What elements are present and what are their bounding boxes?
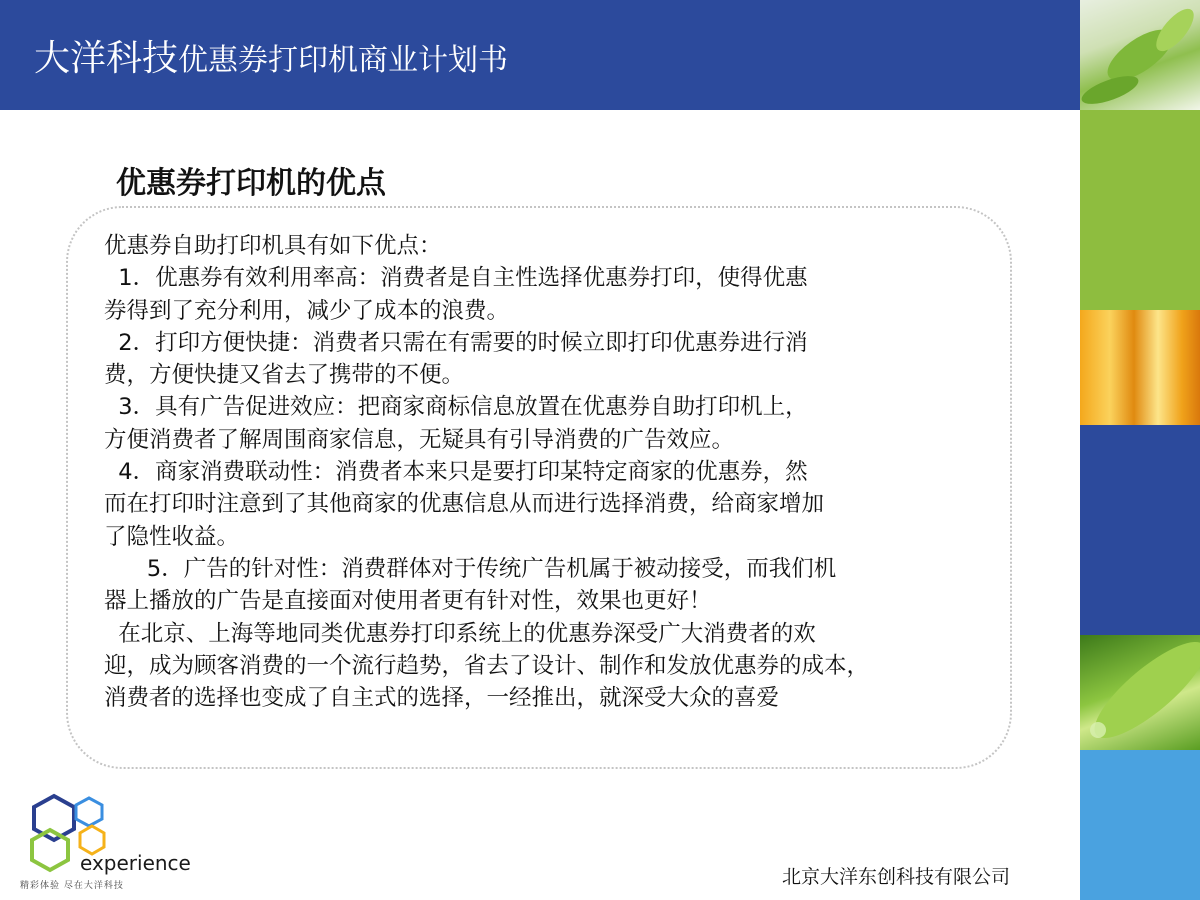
body-line: 1．优惠券有效利用率高：消费者是自主性选择优惠券打印，使得优惠: [104, 265, 808, 292]
brand-name: 大洋科技: [34, 38, 179, 79]
logo-tagline: 精彩体验 尽在大洋科技: [20, 881, 124, 891]
document-title: 优惠券打印机商业计划书: [178, 43, 509, 78]
body-line: 而在打印时注意到了其他商家的优惠信息从而进行选择消费，给商家增加: [104, 491, 825, 518]
header-bar: [0, 0, 1080, 110]
company-name: 北京大洋东创科技有限公司: [782, 866, 1011, 888]
experience-logo-icon: [14, 790, 194, 890]
leaf-icon: [1080, 0, 1200, 110]
page-title: [34, 30, 508, 81]
body-line: 了隐性收益。: [104, 523, 240, 550]
body-line: 消费者的选择也变成了自主式的选择，一经推出，就深受大众的喜爱: [104, 685, 780, 712]
body-line: 3．具有广告促进效应：把商家商标信息放置在优惠券自助打印机上，: [104, 394, 808, 421]
dewdrop-leaf-photo: [1080, 635, 1200, 750]
body-line: 优惠券自助打印机具有如下优点：: [104, 233, 442, 259]
flower-photo: [1080, 310, 1200, 425]
leaf-photo-top: [1080, 0, 1200, 110]
body-line: 迎，成为顾客消费的一个流行趋势，省去了设计、制作和发放优惠券的成本，: [104, 652, 870, 679]
leaf-drop-icon: [1080, 635, 1200, 750]
side-light-blue-block: [1080, 750, 1200, 900]
body-line: 4．商家消费联动性：消费者本来只是要打印某特定商家的优惠券，然: [104, 459, 808, 486]
body-line: 2．打印方便快捷：消费者只需在有需要的时候立即打印优惠券进行消: [104, 329, 808, 356]
body-text: [104, 230, 994, 714]
side-blue-block: [1080, 425, 1200, 635]
body-line: 券得到了充分利用，减少了成本的浪费。: [104, 297, 510, 324]
logo-wordmark: experience: [80, 851, 191, 875]
body-line: 5．广告的针对性：消费群体对于传统广告机属于被动接受，而我们机: [104, 555, 837, 582]
body-line: 方便消费者了解周围商家信息，无疑具有引导消费的广告效应。: [104, 426, 735, 453]
body-line: 在北京、上海等地同类优惠券打印系统上的优惠券深受广大消费者的欢: [104, 620, 816, 647]
side-green-block: [1080, 110, 1200, 310]
body-line: 费，方便快捷又省去了携带的不便。: [104, 362, 465, 389]
section-title: 优惠券打印机的优点: [116, 166, 386, 201]
body-line: 器上播放的广告是直接面对使用者更有针对性，效果也更好！: [104, 588, 712, 615]
